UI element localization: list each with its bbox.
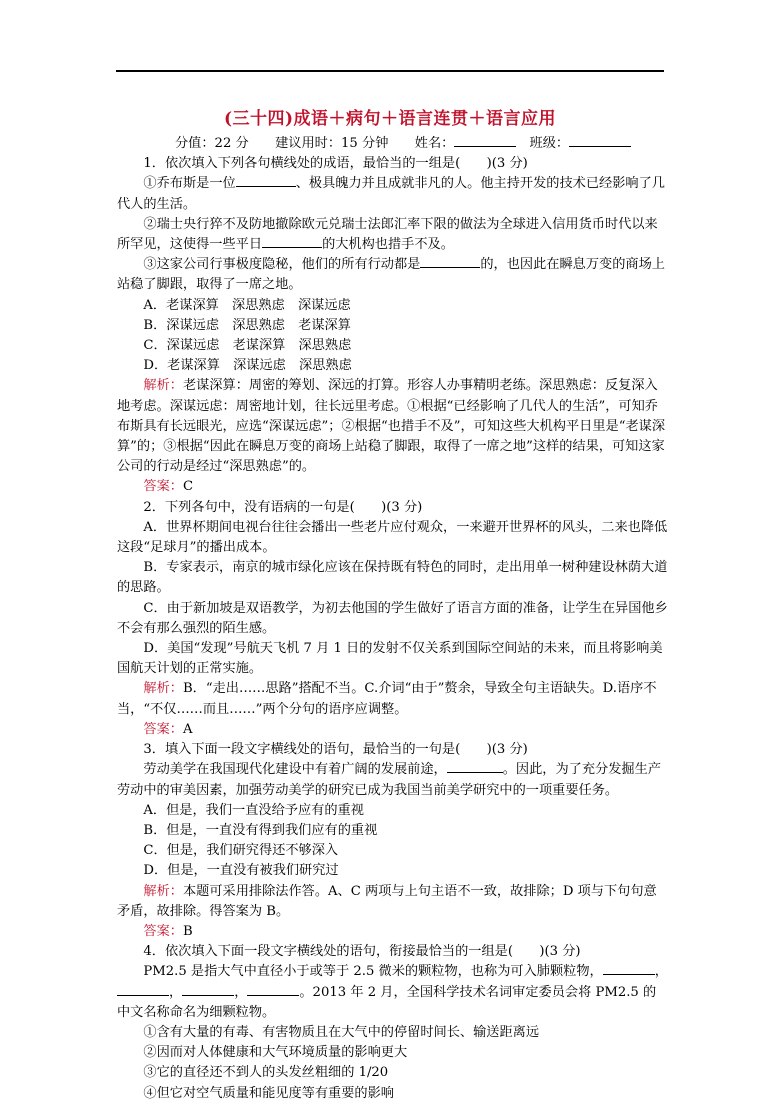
q2-option-c: C．由于新加坡是双语教学，为初去他国的学生做好了语言方面的准备，让学生在异国他乡不会有那么强烈的陌生感。 <box>117 600 668 636</box>
score-text: 分值：22 分 <box>175 136 249 151</box>
q4-item-4: ④但它对空气质量和能见度等有重要的影响 <box>143 1085 394 1101</box>
class-blank <box>569 134 631 147</box>
q2-option-d: D．美国“发现”号航天飞机 7 月 1 日的发射不仅关系到国际空间站的未来，而且将影响美国航天计划的正常实施。 <box>117 641 663 677</box>
q3-passage: 劳动美学在我国现代化建设中有着广阔的发展前途， 。因此，为了充分发掘生产劳动中的审美因素，加强劳动美学的研究已成为我国当前美学研究中的一项重要任务。 <box>117 762 661 798</box>
q3-option-c: C．但是，我们研究得还不够深入 <box>143 843 339 859</box>
q3-blank <box>447 760 503 773</box>
q1-sentence-2: ②瑞士央行猝不及防地撤除欧元兑瑞士法郎汇率下限的做法为全球进入信用货币时代以来所罕见，这使得一些平日 的大机构也措手不及。 <box>117 216 658 253</box>
q4-stem: 4．依次填入下面一段文字横线处的语句，衔接最恰当的一组是( )(3 分) <box>143 944 581 960</box>
analysis-label: 解析： <box>143 883 183 899</box>
answer-label: 答案： <box>143 721 183 737</box>
q4-blank-2 <box>117 983 169 996</box>
q3-option-a: A．但是，我们一直没给予应有的重视 <box>143 802 364 818</box>
q3-stem: 3．填入下面一段文字横线处的语句，最恰当的一句是( )(3 分) <box>143 742 528 758</box>
q3-analysis: 解析：本题可采用排除法作答。A、C 两项与上句主语不一致，故排除；D 项与下句句意矛盾，故排除。得答案为 B。 <box>117 883 657 919</box>
q1-option-c: C．深谋远虑 老谋深算 深思熟虑 <box>143 338 352 354</box>
q1-option-b: B．深谋远虑 深思熟虑 老谋深算 <box>143 317 351 333</box>
q3-option-d: D．但是，一直没有被我们研究过 <box>143 863 339 879</box>
answer-label: 答案： <box>143 479 183 495</box>
q2-answer: 答案：A <box>143 721 193 737</box>
q1-blank-1 <box>236 174 296 187</box>
name-blank <box>454 134 516 147</box>
q4-blank-1 <box>603 962 655 975</box>
q1-option-d: D．老谋深算 深谋远虑 深思熟虑 <box>143 358 352 374</box>
document-title: (三十四)成语＋病句＋语言连贯＋语言应用 <box>223 109 557 129</box>
q1-answer: 答案：C <box>143 479 194 495</box>
analysis-label: 解析： <box>143 681 183 697</box>
q4-blank-3 <box>182 983 234 996</box>
q2-stem: 2．下列各句中，没有语病的一句是( )(3 分) <box>143 499 423 515</box>
q2-option-a: A．世界杯期间电视台往往会播出一些老片应付观众，一来避开世界杯的风头，二来也降低这段“足球月”的播出成本。 <box>117 519 668 556</box>
class-label: 班级： <box>529 136 570 151</box>
time-text: 建议用时：15 分钟 <box>275 136 389 151</box>
q4-item-3: ③它的直径还不到人的头发丝粗细的 1/20 <box>143 1065 389 1081</box>
q4-item-2: ②因而对人体健康和大气环境质量的影响更大 <box>143 1045 408 1061</box>
q1-analysis: 解析：老谋深算：周密的筹划、深远的打算。形容人办事精明老练。深思熟虑：反复深入地考虑。深谋远虑：周密地计划，往长远里考虑。①根据“已经影响了几代人的生活”，可知乔布斯具有长远眼光，应选“深谋远虑”；②根据“也措手不及”，可知这些大机构平日里是“老谋深算”的；③根据“因此在瞬息万变的商场上站稳了脚跟，取得了一席之地”这样的结果，可知这家公司的行动是经过“深思熟虑”的。 <box>117 378 666 475</box>
name-label: 姓名： <box>414 136 455 151</box>
q4-passage: PM2.5 是指大气中直径小于或等于 2.5 微米的颗粒物，也称为可入肺颗粒物， ，， ， 。2013 年 2 月，全国科学技术名词审定委员会将 PM2.5 的中文名称命名为细颗粒物。 <box>117 964 668 1020</box>
top-rule <box>116 70 664 72</box>
q4-item-1: ①含有大量的有毒、有害物质且在大气中的停留时间长、输送距离远 <box>143 1024 540 1040</box>
q1-blank-2 <box>262 235 322 248</box>
q2-analysis: 解析：B．“走出……思路”搭配不当。C.介词“由于”赘余，导致全句主语缺失。D.语序不当，“不仅……而且……”两个分句的语序应调整。 <box>117 681 657 717</box>
q1-option-a: A．老谋深算 深思熟虑 深谋远虑 <box>143 297 351 313</box>
q2-option-b: B．专家表示，南京的城市绿化应该在保持既有特色的同时，走出用单一树种建设林荫大道的思路。 <box>117 560 668 596</box>
content <box>117 134 669 1104</box>
answer-label: 答案： <box>143 923 183 939</box>
q4-blank-4 <box>247 983 299 996</box>
meta-line <box>117 134 669 154</box>
analysis-label: 解析： <box>143 378 183 394</box>
q1-blank-3 <box>420 255 480 268</box>
q1-stem: 1．依次填入下列各句横线处的成语，最恰当的一组是( )(3 分) <box>143 156 528 172</box>
q3-option-b: B．但是，一直没有得到我们应有的重视 <box>143 822 378 838</box>
q3-answer: 答案：B <box>143 923 193 939</box>
q1-sentence-1: ①乔布斯是一位 、极具魄力并且成就非凡的人。他主持开发的技术已经影响了几代人的生活。 <box>117 176 665 212</box>
q1-sentence-3: ③这家公司行事极度隐秘，他们的所有行动都是 的，也因此在瞬息万变的商场上站稳了脚跟，取得了一席之地。 <box>117 257 665 293</box>
